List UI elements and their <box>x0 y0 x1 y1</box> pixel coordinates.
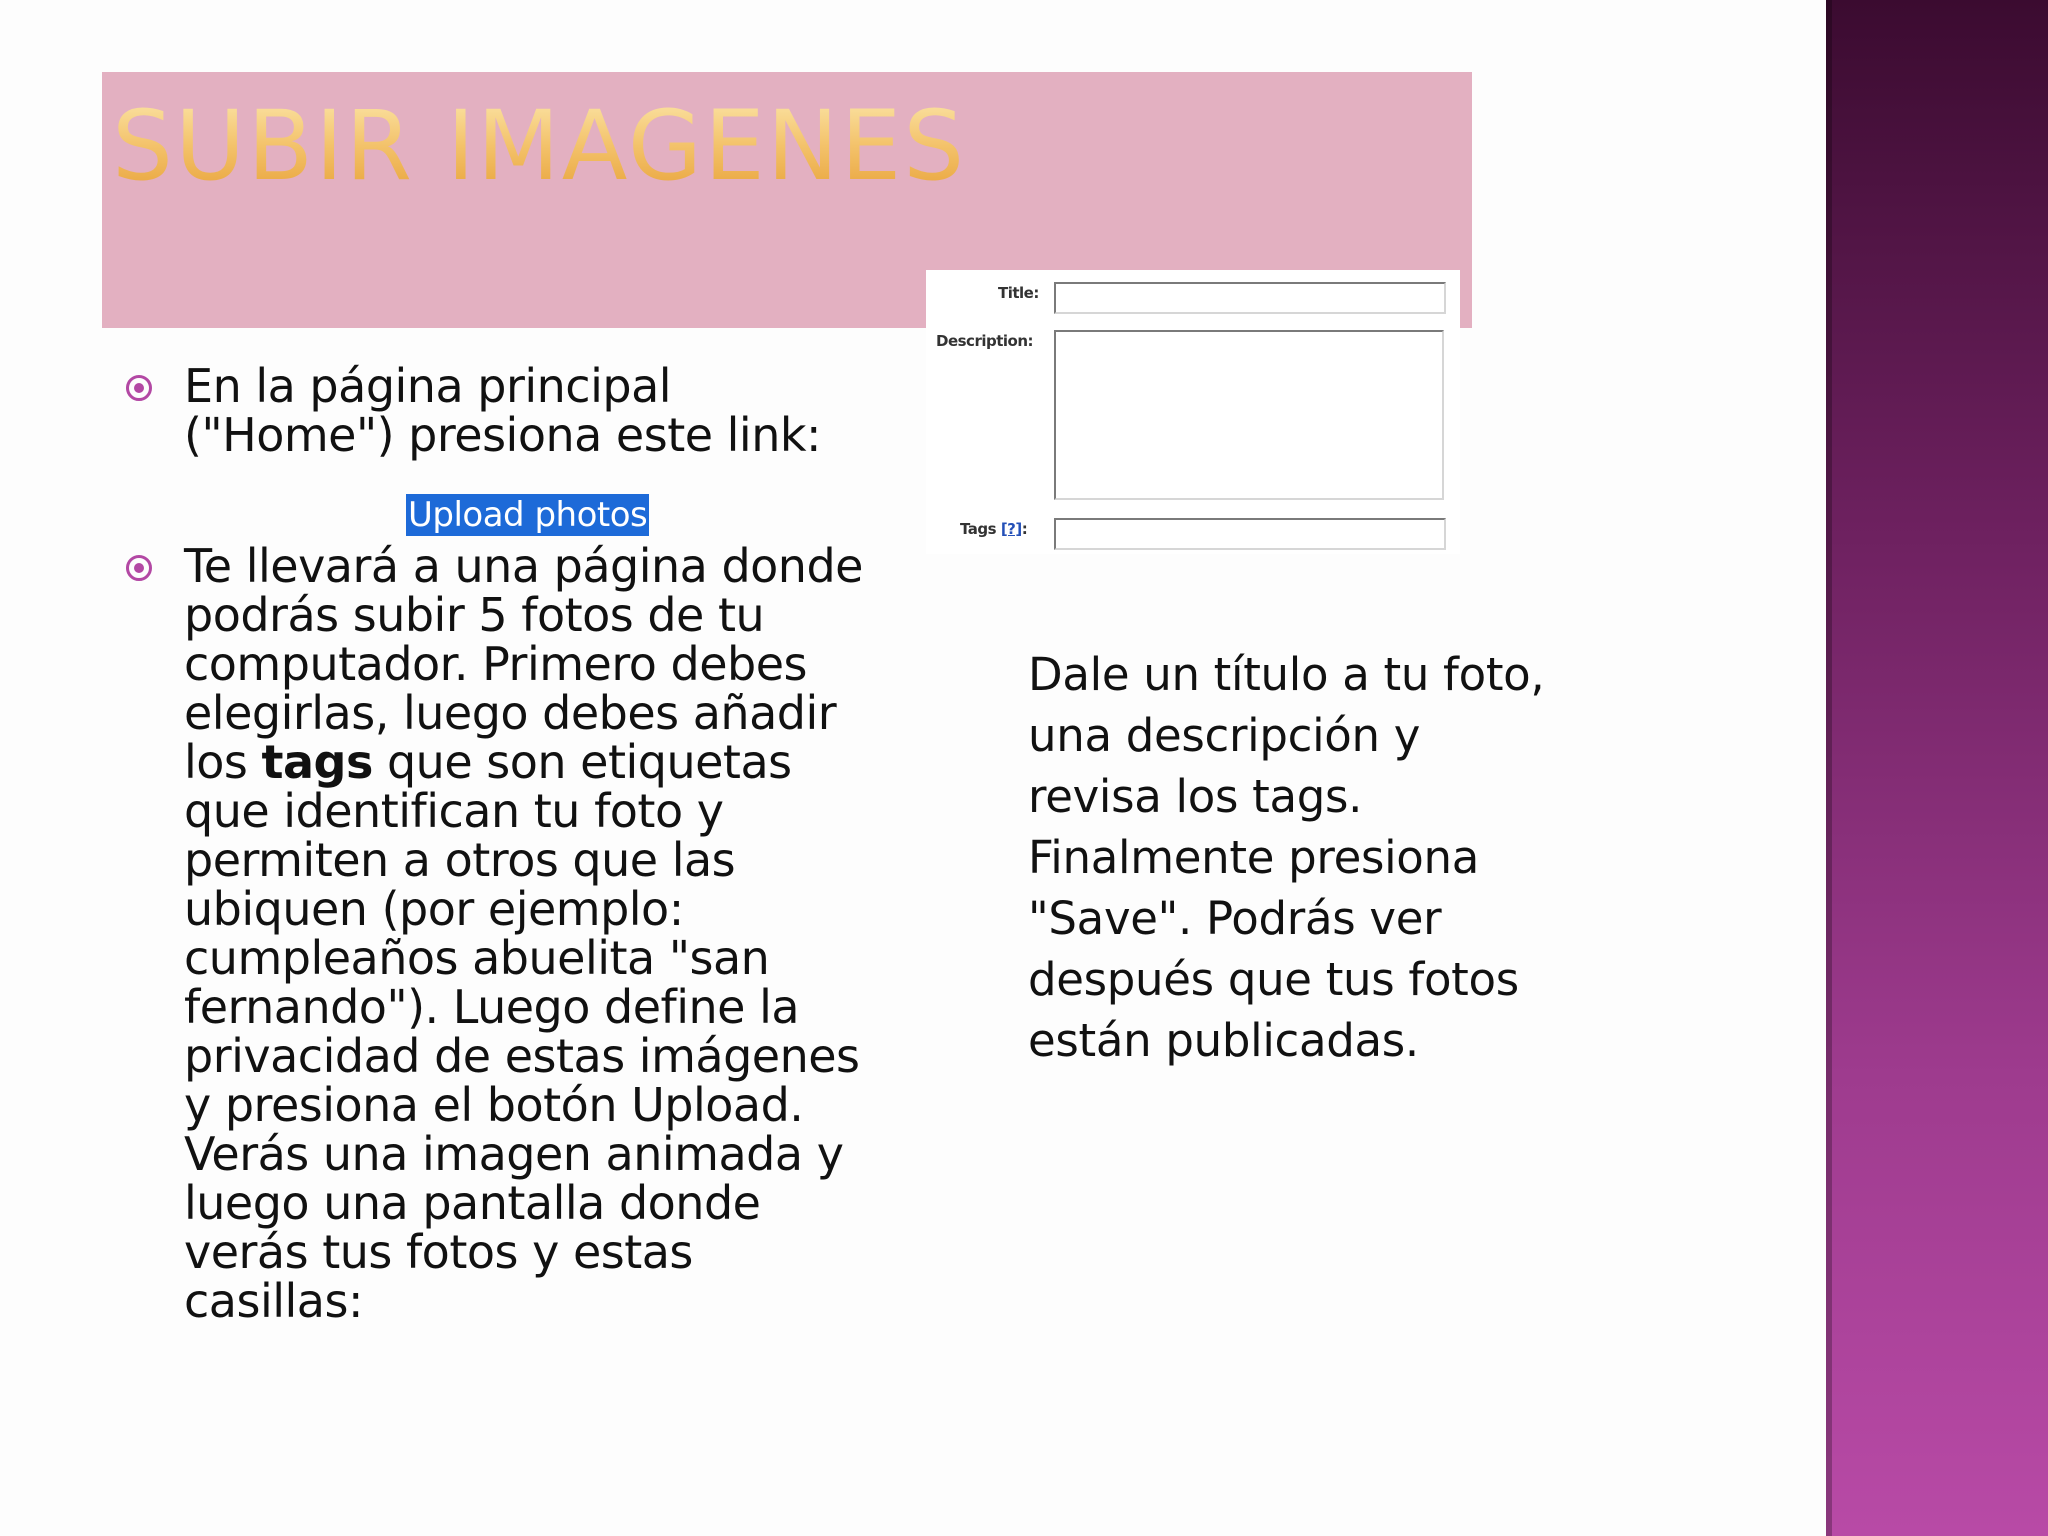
tags-field[interactable] <box>1054 518 1446 550</box>
title-field[interactable] <box>1054 282 1446 314</box>
bullet-icon <box>126 555 152 581</box>
bullet-item-1 <box>124 359 884 462</box>
side-instructions: Dale un título a tu foto, una descripción y revisa los tags. Finalmente presiona "Save". Podrás ver después que tus fotos están publicadas. <box>1028 648 1545 1067</box>
tags-field-label <box>960 520 1027 538</box>
bullet-text-2-part-1: Te llevará a una página donde podrás subir 5 fotos de tu computador. Primero debes elegirlas, luego debes añadir los <box>184 539 863 789</box>
title-field-label: Title: <box>998 284 1039 302</box>
upload-photos-link[interactable]: Upload photos <box>408 495 648 535</box>
tags-label-text: Tags <box>960 520 997 538</box>
bullet-item-2 <box>124 539 884 1328</box>
tags-help-link[interactable]: [?] <box>1000 520 1022 538</box>
form-screenshot <box>926 270 1460 554</box>
tags-label-colon: : <box>1021 520 1028 538</box>
bullet-text-2 <box>184 539 884 1328</box>
bullet-text-1: En la página principal ("Home") presiona este link: <box>184 359 822 462</box>
decorative-side-band <box>1826 0 2048 1536</box>
description-field[interactable] <box>1054 330 1444 500</box>
bullet-icon <box>126 375 152 401</box>
slide-title: SUBIR IMAGENES <box>112 90 967 202</box>
description-field-label: Description: <box>936 332 1034 350</box>
bullet-text-2-bold: tags <box>261 735 373 789</box>
bullet-text-2-part-2: que son etiquetas que identifican tu foto y permiten a otros que las ubiquen (por ejemplo: cumpleaños abuelita "san fernando"). Luego define la privacidad de estas imágenes y presiona el botón Upload. Verás una imagen animada y luego una pantalla donde verás tus fotos y estas casillas: <box>184 735 860 1328</box>
